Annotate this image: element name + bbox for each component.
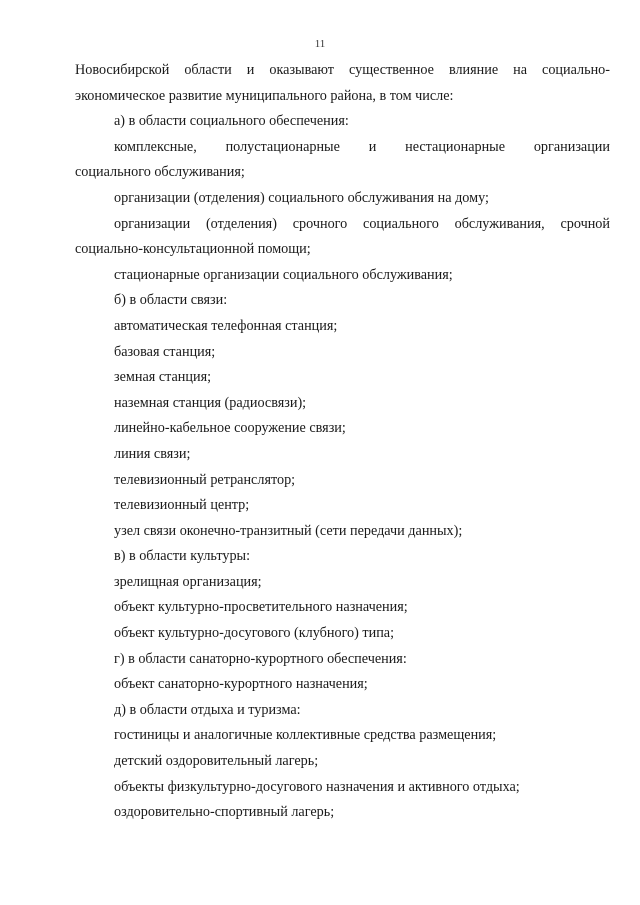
text-line: социально-консультационной помощи; (75, 241, 311, 258)
text-line: комплексные, полустационарные и нестационарные организации (114, 138, 610, 155)
text-line: автоматическая телефонная станция; (114, 317, 338, 334)
text-line: а) в области социального обеспечения: (114, 113, 349, 130)
text-line: объект культурно-досугового (клубного) типа; (114, 625, 395, 642)
text-line: объекты физкультурно-досугового назначения и активного отдыха; (114, 778, 520, 795)
text-line: детский оздоровительный лагерь; (114, 753, 319, 770)
text-line: организации (отделения) срочного социального обслуживания, срочной (114, 215, 610, 232)
document-body (75, 58, 610, 826)
text-line: зрелищная организация; (114, 573, 262, 590)
text-line: гостиницы и аналогичные коллективные средства размещения; (114, 727, 497, 744)
text-line: телевизионный ретранслятор; (114, 471, 296, 488)
text-line: экономическое развитие муниципального района, в том числе: (75, 87, 454, 104)
text-line: объект культурно-просветительного назначения; (114, 599, 408, 616)
text-line: узел связи оконечно-транзитный (сети передачи данных); (114, 522, 463, 539)
text-line: организации (отделения) социального обслуживания на дому; (114, 189, 489, 206)
text-line: д) в области отдыха и туризма: (114, 701, 301, 718)
text-line: линия связи; (114, 445, 191, 462)
page-number: 11 (314, 38, 326, 50)
text-line: базовая станция; (114, 343, 216, 360)
text-line: линейно-кабельное сооружение связи; (114, 420, 346, 437)
text-line: г) в области санаторно-курортного обеспечения: (114, 650, 407, 667)
text-line: объект санаторно-курортного назначения; (114, 676, 368, 693)
text-line: телевизионный центр; (114, 497, 250, 514)
text-line: социального обслуживания; (75, 164, 245, 181)
text-line: наземная станция (радиосвязи); (114, 394, 307, 411)
text-line: оздоровительно-спортивный лагерь; (114, 804, 335, 821)
text-line: Новосибирской области и оказывают существенное влияние на социально- (75, 62, 610, 78)
text-line: б) в области связи: (114, 292, 228, 309)
text-line: земная станция; (114, 369, 212, 386)
text-line: в) в области культуры: (114, 548, 251, 565)
text-line: стационарные организации социального обслуживания; (114, 266, 453, 283)
